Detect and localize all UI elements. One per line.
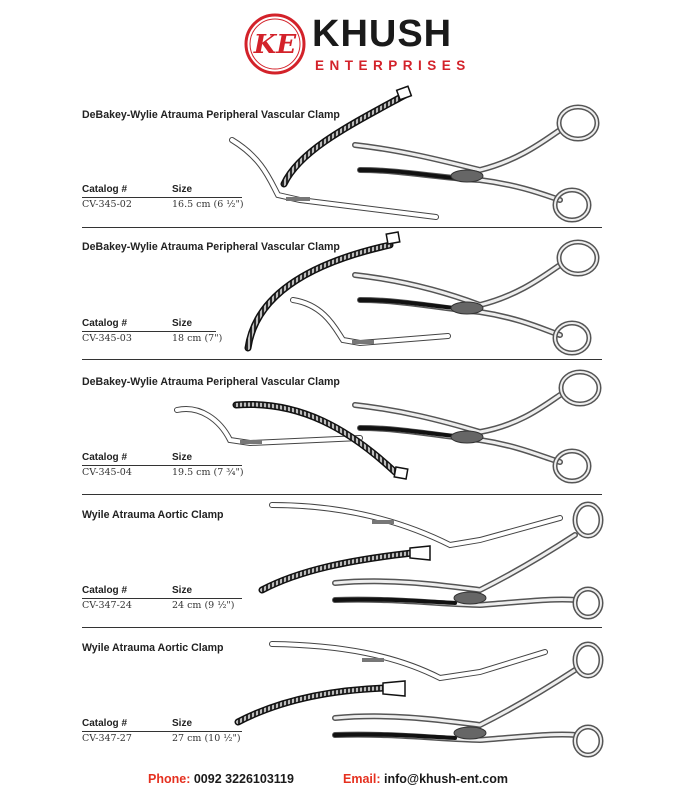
size-header: Size xyxy=(172,452,193,463)
catalog-number: CV-345-04 xyxy=(82,467,132,478)
product-title: Wyile Atrauma Aortic Clamp xyxy=(82,642,224,654)
size-value: 16.5 cm (6 ½") xyxy=(172,199,244,210)
clamp-jaw-side-icon xyxy=(272,505,560,545)
phone-label: Phone: xyxy=(148,772,191,786)
email-label: Email: xyxy=(343,772,381,786)
product-title: DeBakey-Wylie Atrauma Peripheral Vascular Clamp xyxy=(82,109,340,121)
product-title: Wyile Atrauma Aortic Clamp xyxy=(82,509,224,521)
catalog-number: CV-347-27 xyxy=(82,733,132,744)
catalog-header: Catalog # xyxy=(82,718,128,729)
size-value: 19.5 cm (7 ¾") xyxy=(172,467,244,478)
catalog-number: CV-345-03 xyxy=(82,333,132,344)
size-value: 18 cm (7") xyxy=(172,333,223,344)
product-title: DeBakey-Wylie Atrauma Peripheral Vascular Clamp xyxy=(82,376,340,388)
catalog-header: Catalog # xyxy=(82,184,128,195)
email-contact[interactable] xyxy=(343,772,508,786)
logo-initials: KE xyxy=(253,30,297,60)
size-header: Size xyxy=(172,585,193,596)
brand-name: KHUSH xyxy=(312,13,453,55)
size-value: 27 cm (10 ½") xyxy=(172,733,241,744)
phone-contact[interactable] xyxy=(148,772,294,786)
catalog-header: Catalog # xyxy=(82,452,128,463)
email-address[interactable]: info@khush-ent.com xyxy=(384,772,508,786)
phone-number[interactable]: 0092 3226103119 xyxy=(193,772,294,786)
brand-subtitle: ENTERPRISES xyxy=(315,58,471,73)
footer-contact xyxy=(0,772,689,792)
clamp-forceps-icon xyxy=(355,242,597,353)
product-title: DeBakey-Wylie Atrauma Peripheral Vascular Clamp xyxy=(82,241,340,253)
catalog-header: Catalog # xyxy=(82,585,128,596)
size-header: Size xyxy=(172,184,193,195)
size-value: 24 cm (9 ½") xyxy=(172,600,235,611)
catalog-number: CV-345-02 xyxy=(82,199,132,210)
clamp-jaw-side-icon xyxy=(272,644,545,678)
catalog-header: Catalog # xyxy=(82,318,128,329)
clamp-forceps-icon xyxy=(355,107,597,220)
clamp-jaw-serrated-icon xyxy=(248,232,400,348)
catalog-number: CV-347-24 xyxy=(82,600,132,611)
size-header: Size xyxy=(172,718,193,729)
size-header: Size xyxy=(172,318,193,329)
